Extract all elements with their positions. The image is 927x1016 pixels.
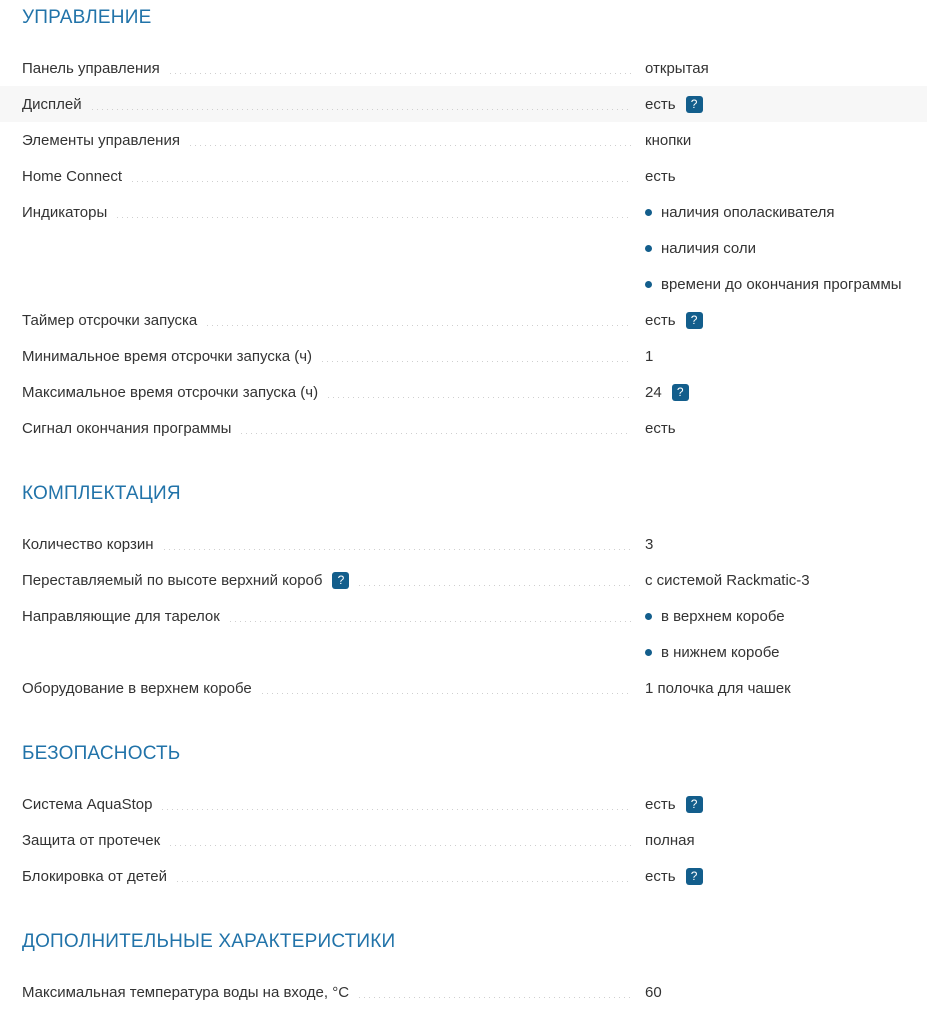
bullet-icon (645, 209, 652, 216)
spec-label: Максимальная температура воды на входе, °С (22, 983, 350, 1001)
dotted-leader (117, 217, 631, 218)
spec-row (0, 266, 927, 302)
dotted-leader (328, 397, 631, 398)
spec-row (0, 194, 927, 230)
spec-label: Оборудование в верхнем коробе (22, 679, 252, 697)
dotted-leader (170, 73, 631, 74)
spec-row-label-area (22, 796, 645, 813)
bullet-icon (645, 281, 652, 288)
spec-rows (0, 786, 927, 894)
spec-row-label-area (22, 168, 645, 185)
spec-row (0, 598, 927, 634)
dotted-leader (262, 693, 631, 694)
help-icon[interactable]: ? (672, 384, 689, 401)
spec-row-value-area (645, 796, 905, 813)
spec-value: есть (645, 311, 676, 329)
spec-row (0, 50, 927, 86)
spec-label: Панель управления (22, 59, 160, 77)
spec-row (0, 302, 927, 338)
spec-row-value-area (645, 644, 905, 661)
spec-row-label-area (22, 60, 645, 77)
dotted-leader (164, 549, 631, 550)
spec-row (0, 86, 927, 122)
spec-row-value-area (645, 536, 905, 553)
spec-row-label-area (22, 984, 645, 1001)
dotted-leader (359, 585, 631, 586)
spec-row-value-area (645, 608, 905, 625)
bullet-icon (645, 245, 652, 252)
spec-row-label-area (22, 384, 645, 401)
spec-row (0, 634, 927, 670)
spec-row (0, 670, 927, 706)
section-title: УПРАВЛЕНИЕ (22, 7, 152, 28)
spec-row (0, 786, 927, 822)
spec-row (0, 858, 927, 894)
spec-row-value-area (645, 168, 905, 185)
spec-row-label-area (22, 572, 645, 589)
dotted-leader (359, 997, 631, 998)
spec-row-value-area (645, 132, 905, 149)
spec-row (0, 230, 927, 266)
spec-row-value-area (645, 572, 905, 589)
spec-value: есть (645, 95, 676, 113)
spec-value: кнопки (645, 131, 692, 149)
spec-row (0, 338, 927, 374)
spec-rows (0, 974, 927, 1010)
spec-row-value-area (645, 276, 905, 293)
spec-row (0, 158, 927, 194)
dotted-leader (170, 845, 631, 846)
spec-label: Дисплей (22, 95, 82, 113)
spec-value: 60 (645, 983, 662, 1001)
spec-value: в верхнем коробе (661, 607, 785, 625)
spec-value: 1 (645, 347, 654, 365)
spec-row-label-area (22, 680, 645, 697)
spec-value: с системой Rackmatic-3 (645, 571, 810, 589)
spec-value: есть (645, 867, 676, 885)
dotted-leader (241, 433, 631, 434)
spec-row-value-area (645, 984, 905, 1001)
dotted-leader (132, 181, 631, 182)
spec-section (0, 742, 927, 894)
spec-row-value-area (645, 204, 905, 221)
spec-label: Защита от протечек (22, 831, 161, 849)
spec-row (0, 374, 927, 410)
spec-row (0, 974, 927, 1010)
spec-label: Таймер отсрочки запуска (22, 311, 198, 329)
spec-value: есть (645, 419, 676, 437)
spec-row (0, 526, 927, 562)
dotted-leader (230, 621, 631, 622)
spec-section (0, 482, 927, 706)
spec-label: Элементы управления (22, 131, 180, 149)
spec-value: полная (645, 831, 695, 849)
spec-value: 3 (645, 535, 654, 553)
help-icon[interactable]: ? (686, 96, 703, 113)
spec-row-value-area (645, 832, 905, 849)
spec-value: наличия соли (661, 239, 757, 257)
spec-rows (0, 526, 927, 706)
spec-value: времени до окончания программы (661, 275, 902, 293)
spec-value: есть (645, 795, 676, 813)
spec-label: Система AquaStop (22, 795, 153, 813)
spec-row-label-area (22, 204, 645, 221)
spec-row-value-area (645, 60, 905, 77)
spec-label: Сигнал окончания программы (22, 419, 232, 437)
spec-row-value-area (645, 96, 905, 113)
spec-label: Home Connect (22, 167, 123, 185)
spec-row-value-area (645, 868, 905, 885)
spec-row-label-area (22, 312, 645, 329)
spec-value: наличия ополаскивателя (661, 203, 835, 221)
spec-value: 1 полочка для чашек (645, 679, 791, 697)
spec-value: открытая (645, 59, 709, 77)
spec-row-label-area (22, 96, 645, 113)
spec-row-label-area (22, 536, 645, 553)
spec-row-value-area (645, 680, 905, 697)
spec-label: Направляющие для тарелок (22, 607, 220, 625)
dotted-leader (92, 109, 631, 110)
spec-value: в нижнем коробе (661, 643, 780, 661)
dotted-leader (322, 361, 631, 362)
help-icon[interactable]: ? (686, 312, 703, 329)
help-icon[interactable]: ? (686, 868, 703, 885)
spec-row-value-area (645, 420, 905, 437)
spec-row-label-area (22, 420, 645, 437)
dotted-leader (207, 325, 631, 326)
spec-row-value-area (645, 348, 905, 365)
spec-value: 24 (645, 383, 662, 401)
spec-label: Минимальное время отсрочки запуска (ч) (22, 347, 313, 365)
spec-row (0, 122, 927, 158)
section-title: КОМПЛЕКТАЦИЯ (22, 483, 181, 504)
spec-label: Переставляемый по высоте верхний короб (22, 571, 323, 589)
bullet-icon (645, 649, 652, 656)
spec-row-label-area (22, 132, 645, 149)
spec-row-label-area (22, 348, 645, 365)
spec-section (0, 930, 927, 1010)
spec-label: Количество корзин (22, 535, 154, 553)
spec-section (0, 6, 927, 446)
spec-value: есть (645, 167, 676, 185)
dotted-leader (190, 145, 631, 146)
spec-row-value-area (645, 384, 905, 401)
section-title: ДОПОЛНИТЕЛЬНЫЕ ХАРАКТЕРИСТИКИ (22, 931, 396, 952)
bullet-icon (645, 613, 652, 620)
spec-label: Блокировка от детей (22, 867, 168, 885)
spec-row (0, 562, 927, 598)
spec-rows (0, 50, 927, 446)
spec-label: Максимальное время отсрочки запуска (ч) (22, 383, 319, 401)
section-title: БЕЗОПАСНОСТЬ (22, 743, 181, 764)
spec-label: Индикаторы (22, 203, 108, 221)
dotted-leader (177, 881, 631, 882)
spec-row-label-area (22, 832, 645, 849)
spec-row-value-area (645, 240, 905, 257)
spec-row (0, 822, 927, 858)
spec-row (0, 410, 927, 446)
spec-row-label-area (22, 868, 645, 885)
help-icon[interactable]: ? (686, 796, 703, 813)
spec-row-label-area (22, 608, 645, 625)
dotted-leader (162, 809, 631, 810)
spec-row-value-area (645, 312, 905, 329)
help-icon[interactable]: ? (332, 572, 349, 589)
